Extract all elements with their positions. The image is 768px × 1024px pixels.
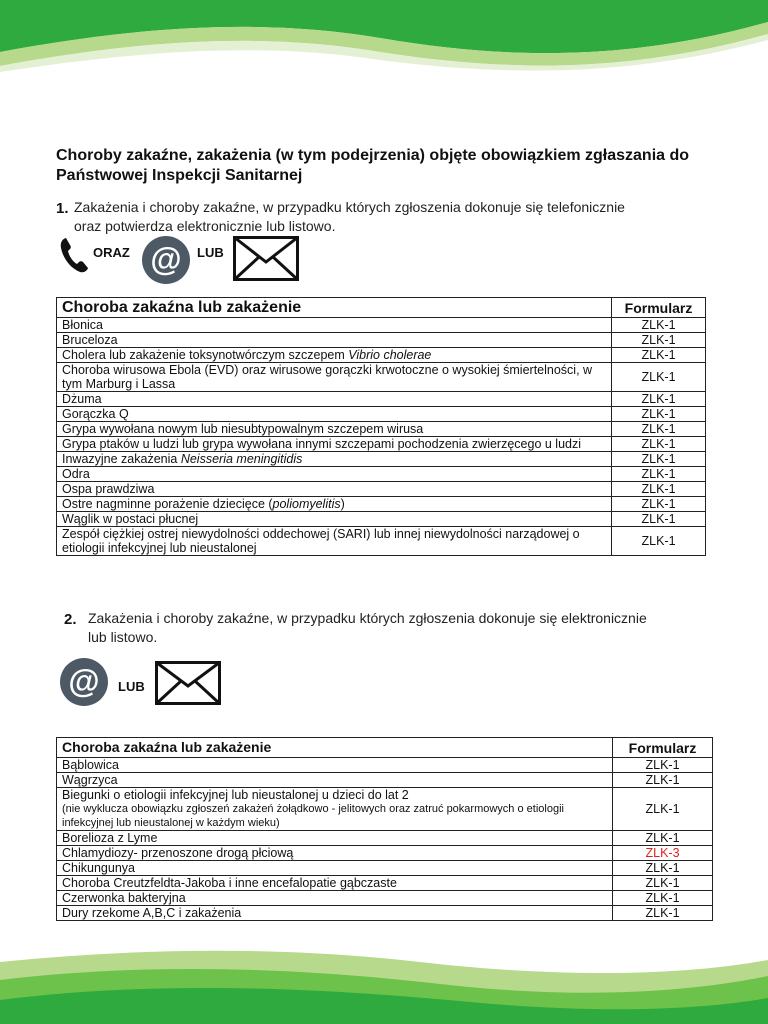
form-cell: ZLK-1 [612, 422, 706, 437]
table-header-row [57, 738, 713, 758]
disease-text: Biegunki o etiologii infekcyjnej lub nieustalonej u dzieci do lat 2 [62, 788, 409, 802]
disease-cell: Błonica [57, 318, 612, 333]
email-at-icon: @ [60, 658, 108, 706]
disease-cell [57, 497, 612, 512]
form-cell: ZLK-1 [613, 831, 713, 846]
header-disease: Choroba zakaźna lub zakażenie [57, 298, 612, 318]
form-cell: ZLK-1 [613, 906, 713, 921]
disease-cell: Choroba Creutzfeldta-Jakoba i inne encefalopatie gąbczaste [57, 876, 613, 891]
table-row [57, 467, 706, 482]
table-row [57, 392, 706, 407]
section-2-number: 2. [64, 611, 77, 628]
phone-icon [58, 236, 92, 274]
disease-cell: Dżuma [57, 392, 612, 407]
table-row [57, 773, 713, 788]
disease-cell: Choroba wirusowa Ebola (EVD) oraz wirusowe gorączki krwotoczne o wysokiej śmiertelności, w tym Marburg i Lassa [57, 363, 612, 392]
table-row [57, 348, 706, 363]
section-1-number: 1. [56, 200, 69, 217]
table-row [57, 876, 713, 891]
disease-cell: Czerwonka bakteryjna [57, 891, 613, 906]
disease-cell: Ospa prawdziwa [57, 482, 612, 497]
table-row [57, 788, 713, 831]
form-cell: ZLK-1 [613, 788, 713, 831]
form-cell-highlighted: ZLK-3 [613, 846, 713, 861]
disease-text: Ostre nagminne porażenie dziecięce ( [62, 497, 273, 511]
latin-name: Vibrio cholerae [348, 348, 432, 362]
table-row [57, 527, 706, 556]
document-title: Choroby zakaźne, zakażenia (w tym podejrzenia) objęte obowiązkiem zgłaszania do Państwowej Inspekcji Sanitarnej [56, 147, 690, 184]
label-oraz: ORAZ [93, 245, 130, 260]
form-cell: ZLK-1 [612, 363, 706, 392]
disease-text: Cholera lub zakażenie toksynotwórczym szczepem [62, 348, 349, 362]
disease-cell: Chikungunya [57, 861, 613, 876]
section-1-text-line2: oraz potwierdza elektronicznie lub listowo. [74, 218, 336, 234]
form-cell: ZLK-1 [612, 512, 706, 527]
form-cell: ZLK-1 [612, 452, 706, 467]
disease-cell: Grypa ptaków u ludzi lub grypa wywołana innymi szczepami pochodzenia zwierzęcego u ludzi [57, 437, 612, 452]
disease-cell [57, 788, 613, 831]
table-row [57, 758, 713, 773]
form-cell: ZLK-1 [612, 437, 706, 452]
section-1-text-line1: Zakażenia i choroby zakaźne, w przypadku których zgłoszenia dokonuje się telefonicznie [74, 199, 625, 215]
table-row [57, 906, 713, 921]
form-cell: ZLK-1 [612, 467, 706, 482]
table-row [57, 846, 713, 861]
form-cell: ZLK-1 [612, 407, 706, 422]
table-row [57, 891, 713, 906]
section-2-text-line1: Zakażenia i choroby zakaźne, w przypadku których zgłoszenia dokonuje się elektronicznie [88, 610, 647, 626]
disease-cell: Chlamydiozy- przenoszone drogą płciową [57, 846, 613, 861]
table-row [57, 452, 706, 467]
disease-cell [57, 452, 612, 467]
form-cell: ZLK-1 [612, 497, 706, 512]
disease-table-2 [56, 737, 713, 921]
latin-name: poliomyelitis [272, 497, 341, 511]
header-disease: Choroba zakaźna lub zakażenie [57, 738, 613, 758]
disease-cell: Zespół ciężkiej ostrej niewydolności oddechowej (SARI) lub innej niewydolności narządowej o etiologii infekcyjnej lub nieustalonej [57, 527, 612, 556]
table-header-row [57, 298, 706, 318]
form-cell: ZLK-1 [612, 482, 706, 497]
disease-cell [57, 348, 612, 363]
table-row [57, 437, 706, 452]
disease-cell: Borelioza z Lyme [57, 831, 613, 846]
section-2-text-line2: lub listowo. [88, 629, 158, 645]
disease-table-1 [56, 297, 706, 556]
disease-cell: Wąglik w postaci płucnej [57, 512, 612, 527]
form-cell: ZLK-1 [613, 861, 713, 876]
top-wave-decoration [0, 0, 768, 80]
disease-cell: Grypa wywołana nowym lub niesubtypowalnym szczepem wirusa [57, 422, 612, 437]
form-cell: ZLK-1 [612, 318, 706, 333]
table-row [57, 422, 706, 437]
disease-cell: Dury rzekome A,B,C i zakażenia [57, 906, 613, 921]
label-lub: LUB [197, 245, 224, 260]
disease-cell: Bąblowica [57, 758, 613, 773]
form-cell: ZLK-1 [612, 348, 706, 363]
form-cell: ZLK-1 [612, 333, 706, 348]
table-row [57, 482, 706, 497]
table-row [57, 497, 706, 512]
header-form: Formularz [613, 738, 713, 758]
email-at-icon: @ [142, 236, 190, 284]
label-lub: LUB [118, 679, 145, 694]
form-cell: ZLK-1 [613, 891, 713, 906]
envelope-icon [155, 661, 221, 705]
disease-text: Inwazyjne zakażenia [62, 452, 181, 466]
table-row [57, 407, 706, 422]
table-row [57, 861, 713, 876]
disease-text-post: ) [340, 497, 345, 511]
disease-cell: Odra [57, 467, 612, 482]
latin-name: Neisseria meningitidis [180, 452, 303, 466]
form-cell: ZLK-1 [613, 876, 713, 891]
table-row [57, 333, 706, 348]
disease-cell: Wągrzyca [57, 773, 613, 788]
table-row [57, 363, 706, 392]
form-cell: ZLK-1 [613, 773, 713, 788]
disease-cell: Bruceloza [57, 333, 612, 348]
form-cell: ZLK-1 [612, 527, 706, 556]
disease-note: (nie wyklucza obowiązku zgłoszeń zakażeń żołądkowo - jelitowych oraz zatruć pokarmowych o etiologii infekcyjnej lub nieustalonej w każdym wieku) [62, 803, 564, 829]
form-cell: ZLK-1 [612, 392, 706, 407]
disease-cell: Gorączka Q [57, 407, 612, 422]
table-row [57, 512, 706, 527]
table-row [57, 831, 713, 846]
bottom-wave-decoration [0, 940, 768, 1024]
envelope-icon [233, 236, 299, 281]
header-form: Formularz [612, 298, 706, 318]
table-row [57, 318, 706, 333]
form-cell: ZLK-1 [613, 758, 713, 773]
